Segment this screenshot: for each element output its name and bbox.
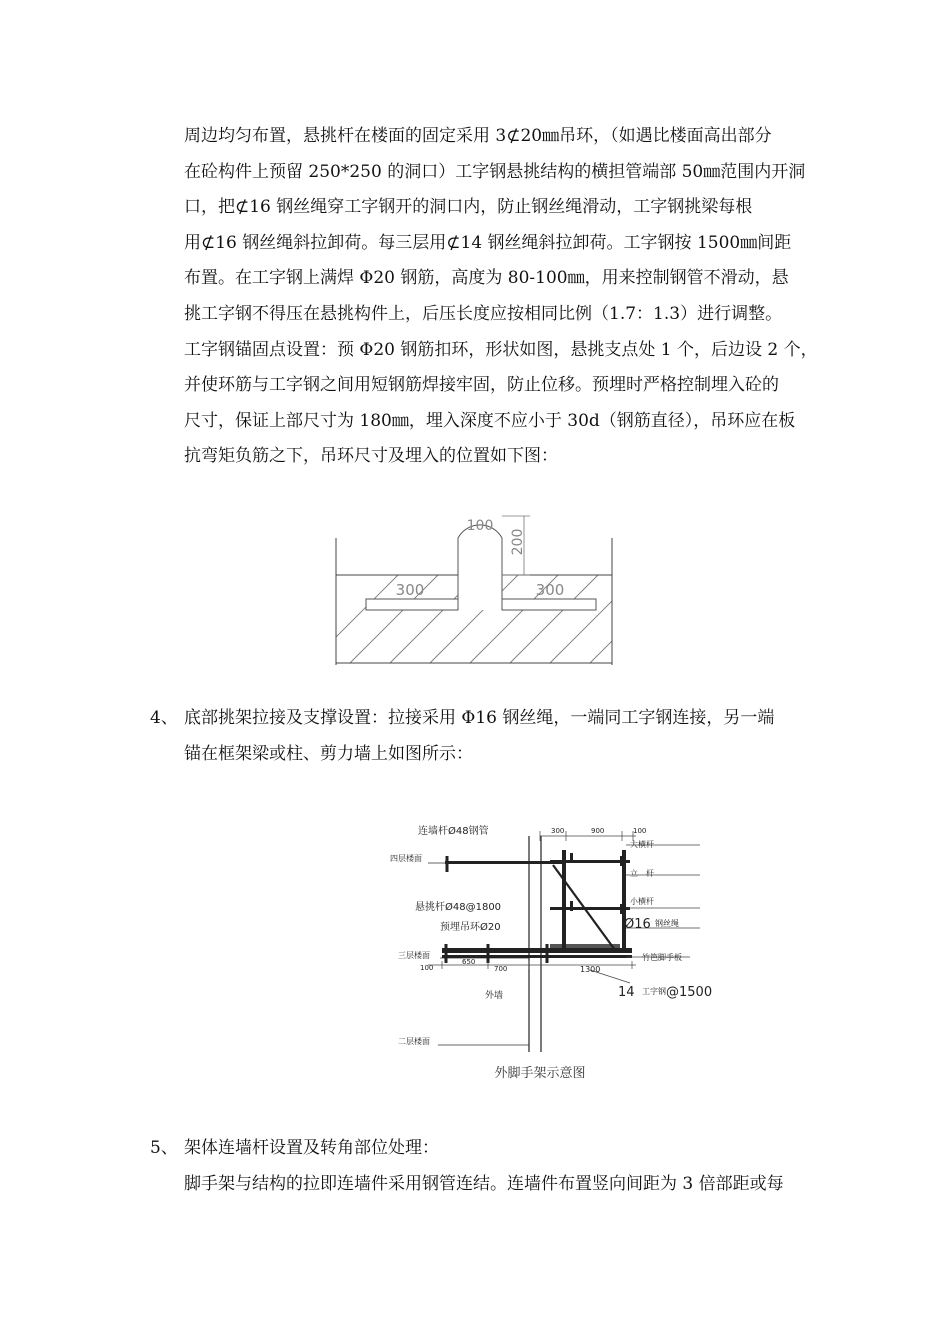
label-big-bar: 大横杆 (630, 840, 654, 849)
label-small-bar: 小横杆 (630, 897, 654, 906)
label-beam: 工字钢 (642, 987, 666, 996)
section-number: 5、 (150, 1138, 178, 1158)
text-line: 并使环筋与工字钢之间用短钢筋焊接牢固，防止位移。预埋时严格控制埋入砼的 (184, 375, 779, 396)
outrigger-beam (442, 948, 632, 953)
label-floor3: 三层楼面 (398, 951, 430, 960)
section-5-continuation: 脚手架与结构的拉即连墙件采用钢管连结。连墙件布置竖向间距为 3 倍部距或每 (184, 1174, 784, 1194)
scaffold-figure (390, 820, 730, 1090)
section-4-heading (150, 701, 890, 737)
lifting-ring-figure (330, 498, 620, 668)
figure-caption: 外脚手架示意图 (494, 1066, 586, 1081)
dim-100-left: 100 (420, 964, 434, 972)
dim-width-label: 100 (466, 518, 494, 534)
text-line: 布置。在工字钢上满焊 Φ20 钢筋，高度为 80-100㎜，用来控制钢管不滑动，悬 (184, 268, 789, 289)
section-number: 4、 (150, 708, 178, 728)
dim-300: 300 (551, 827, 565, 835)
intro-paragraph (184, 119, 874, 475)
text-line: 抗弯矩负筋之下，吊环尺寸及埋入的位置如下图： (184, 446, 558, 467)
text-line: 用⊄16 钢丝绳斜拉卸荷。每三层用⊄14 钢丝绳斜拉卸荷。工字钢按 1500㎜间距 (184, 232, 792, 253)
wall-tie-bar (445, 861, 565, 864)
dim-900: 900 (591, 827, 605, 835)
outer-wall (529, 836, 541, 1052)
section-heading-text: 底部挑架拉接及支撑设置：拉接采用 Φ16 钢丝绳，一端同工字钢连接，另一端 (184, 708, 775, 728)
text-line: 在砼构件上预留 250*250 的洞口）工字钢悬挑结构的横担管端部 50㎜范围内开洞 (184, 161, 806, 182)
text-line: 挑工字钢不得压在悬挑构件上，后压长度应按相同比例（1.7：1.3）进行调整。 (184, 303, 783, 324)
bamboo-board (550, 944, 620, 948)
dim-right-label: 300 (535, 581, 565, 599)
label-rope-number: Ø16 (624, 917, 651, 932)
label-beam-number: 14 (618, 985, 635, 1000)
label-outrigger: 悬挑杆Ø48@1800 (415, 902, 502, 913)
floor-lines (428, 863, 529, 1045)
text-line: 尺寸，保证上部尺寸为 180㎜，埋入深度不应小于 30d（钢筋直径），吊环应在板 (184, 410, 796, 431)
text-line: 口，把⊄16 钢丝绳穿工字钢开的洞口内，防止钢丝绳滑动，工字钢挑梁每根 (184, 197, 753, 218)
dim-650: 650 (462, 958, 476, 966)
section-4-continuation: 锚在框架梁或柱、剪力墙上如图所示： (184, 744, 473, 764)
dim-left-label: 300 (395, 581, 425, 599)
dim-700: 700 (494, 965, 508, 973)
label-floor4: 四层楼面 (390, 854, 422, 863)
label-wall-tie: 连墙杆Ø48钢管 (418, 826, 489, 837)
label-wall: 外墙 (485, 991, 504, 1001)
label-beam-spacing: @1500 (666, 985, 713, 1000)
leader-lines (590, 845, 700, 983)
dim-1300: 1300 (580, 965, 601, 974)
dim-height-label: 200 (510, 528, 526, 556)
label-upright: 立 杆 (630, 869, 654, 878)
text-line: 工字钢锚固点设置：预 Φ20 钢筋扣环，形状如图，悬挑支点处 1 个，后边设 2 个， (184, 339, 818, 360)
text-line: 周边均匀布置，悬挑杆在楼面的固定采用 3⊄20㎜吊环，（如遇比楼面高出部分 (184, 126, 772, 146)
dim-100-top: 100 (633, 827, 647, 835)
section-heading-text: 架体连墙杆设置及转角部位处理： (184, 1138, 439, 1158)
bottom-dimensions (428, 961, 636, 969)
label-ring: 预埋吊环Ø20 (440, 922, 501, 933)
section-5-heading (150, 1131, 890, 1167)
label-rope: 钢丝绳 (655, 919, 679, 928)
label-board: 竹笆脚手板 (642, 953, 682, 962)
label-floor2: 二层楼面 (398, 1037, 430, 1046)
